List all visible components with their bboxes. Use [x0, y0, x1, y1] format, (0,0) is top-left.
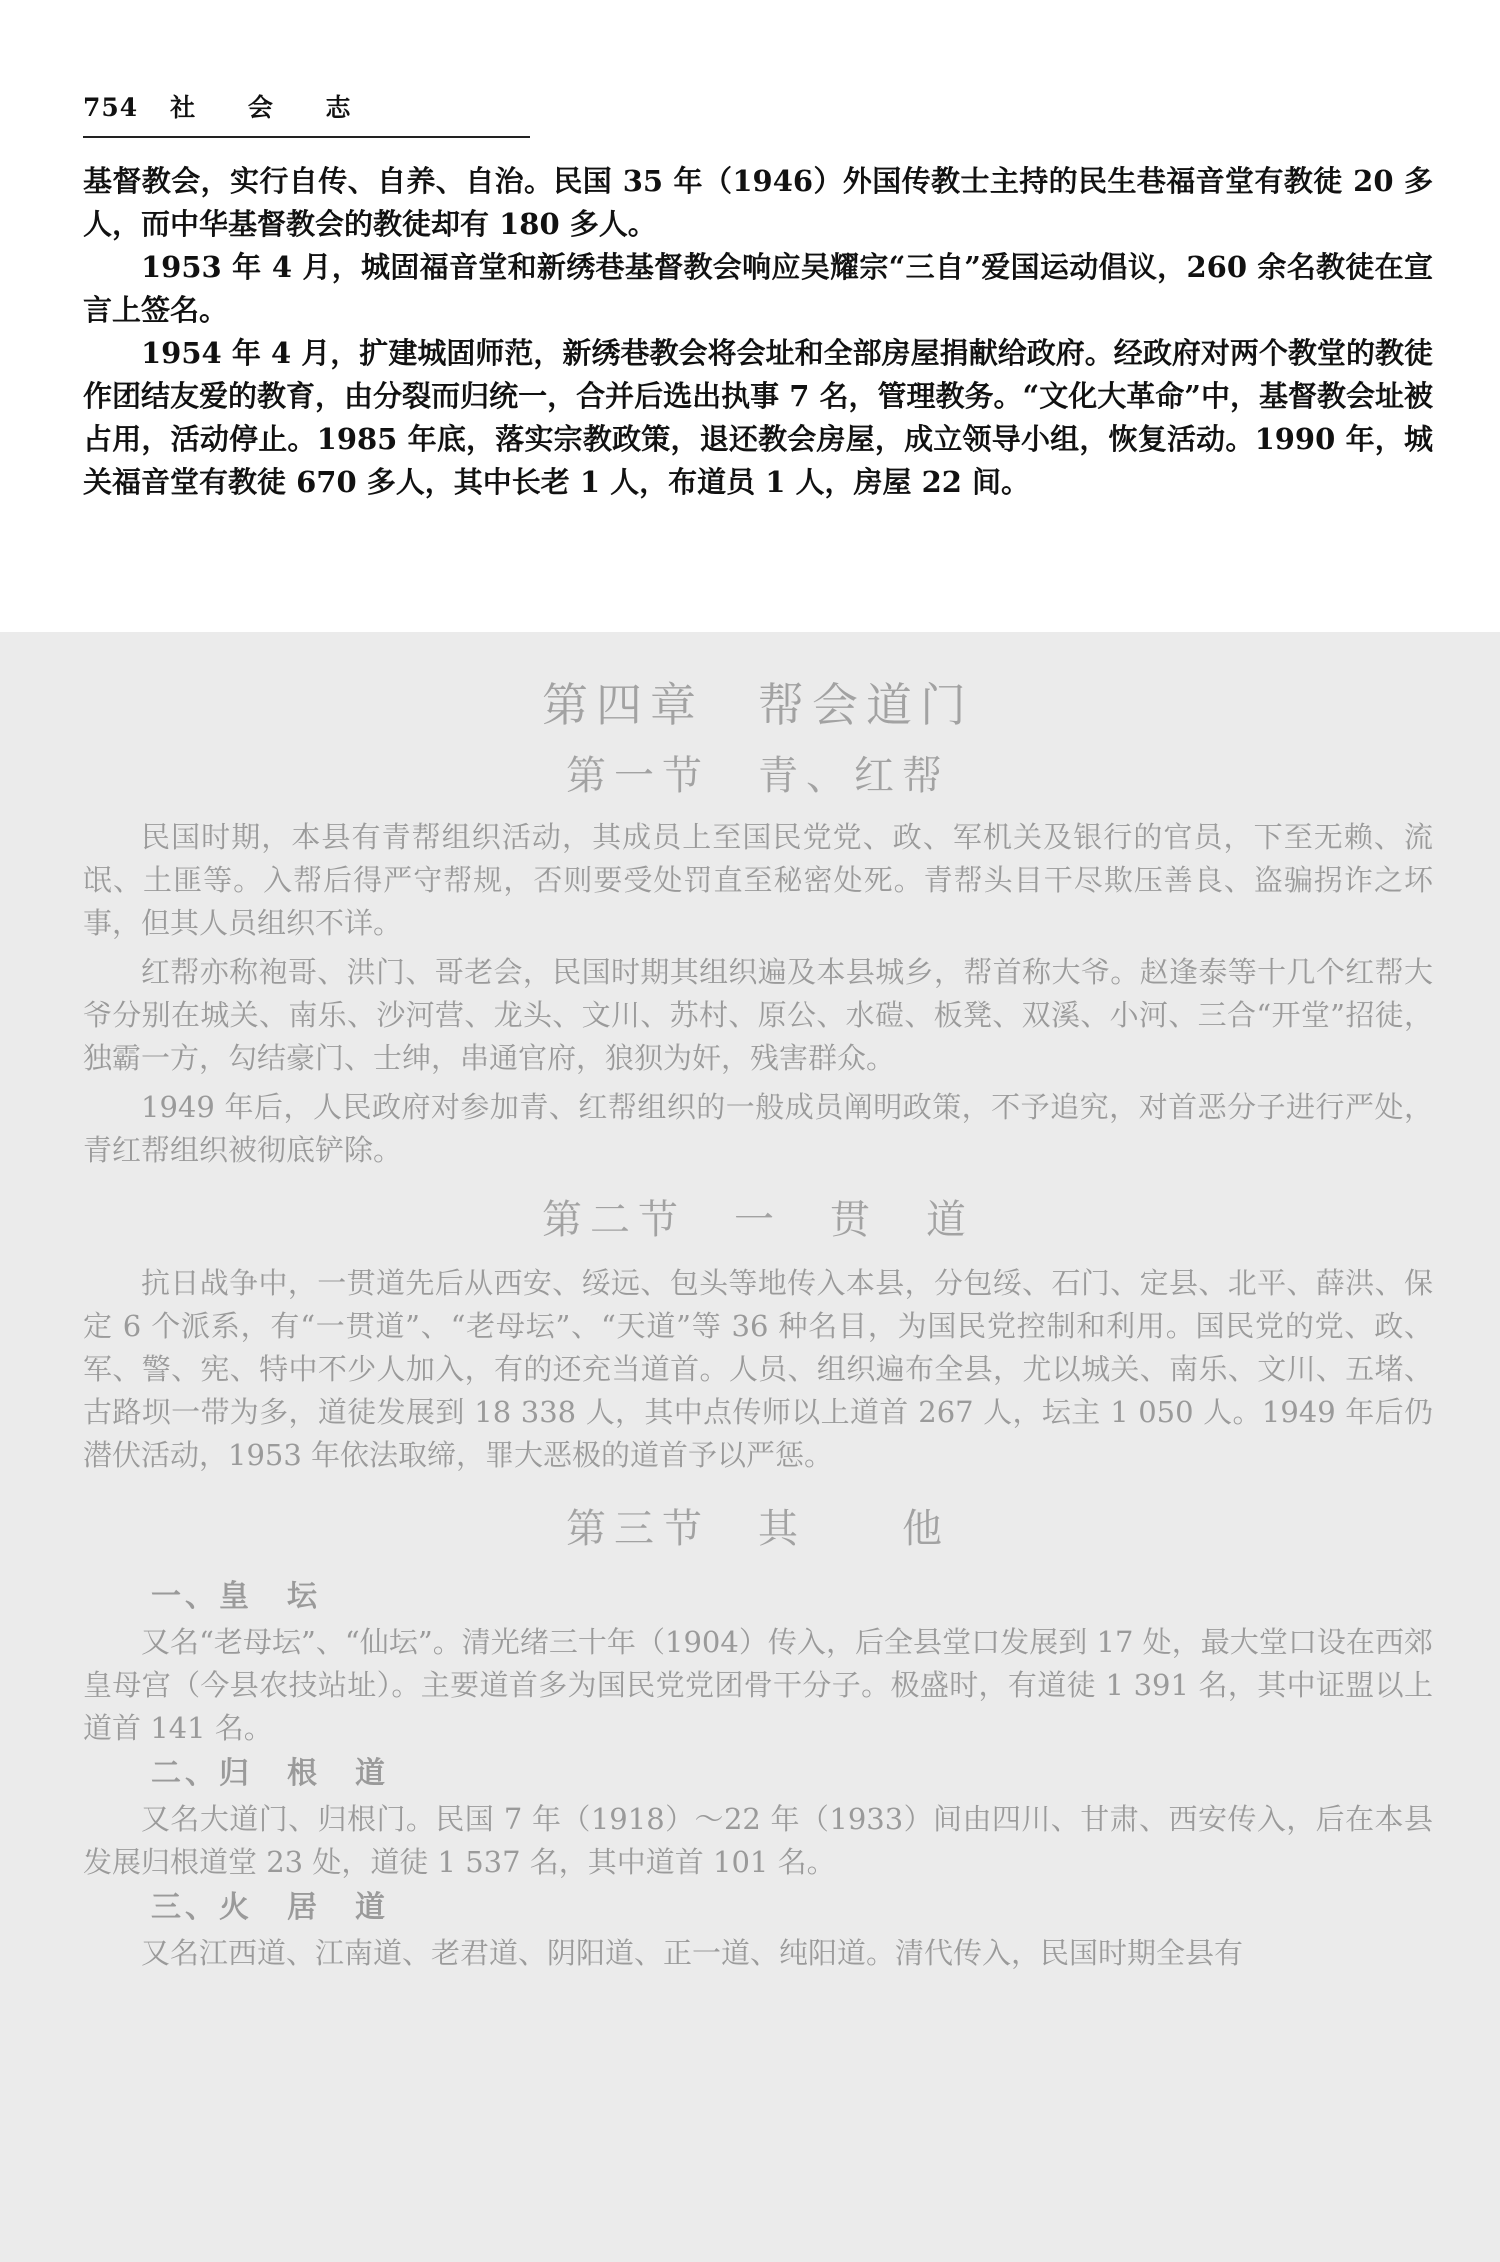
chapter-title: 第四章 帮会道门 [542, 678, 974, 732]
header-divider [83, 136, 530, 138]
section-title: 第二节 一 贯 道 [542, 1197, 974, 1243]
paragraph: 1953 年 4 月，城固福音堂和新绣巷基督教会响应吴耀宗“三自”爱国运动倡议，260 余名教徒在宣言上签名。 [83, 250, 1433, 327]
paragraph: 红帮亦称袍哥、洪门、哥老会，民国时期其组织遍及本县城乡，帮首称大爷。赵逢泰等十几个红帮大爷分别在城关、南乐、沙河营、龙头、文川、苏村、原公、水磑、板凳、双溪、小河、三合“开堂”招徒，独霸一方，勾结豪门、士绅，串通官府，狼狈为奸，残害群众。 [83, 955, 1433, 1075]
paragraph: 又名大道门、归根门。民国 7 年（1918）～22 年（1933）间由四川、甘肃、西安传入，后在本县发展归根道堂 23 处，道徒 1 537 名，其中道首 101 名。 [83, 1802, 1433, 1879]
section-body [83, 1262, 1433, 1477]
paragraph: 民国时期，本县有青帮组织活动，其成员上至国民党党、政、军机关及银行的官员，下至无赖、流氓、土匪等。入帮后得严守帮规，否则要受处罚直至秘密处死。青帮头目干尽欺压善良、盗骗拐诈之坏事，但其人员组织不详。 [83, 820, 1433, 940]
chapter-content [83, 632, 1433, 1975]
section-title: 第一节 青、红帮 [566, 753, 950, 799]
paragraph: 又名江西道、江南道、老君道、阴阳道、正一道、纯阳道。清代传入，民国时期全县有 [141, 1936, 1244, 1970]
section-body [83, 1573, 1433, 1975]
page-number: 754 [83, 93, 139, 122]
book-title: 社 会 志 [170, 93, 373, 122]
top-text-block [83, 160, 1433, 504]
subsection-title: 二、归 根 道 [151, 1756, 389, 1791]
faded-text-region [0, 632, 1500, 2262]
paragraph: 基督教会，实行自传、自养、自治。民国 35 年（1946）外国传教士主持的民生巷福音堂有教徒 20 多人，而中华基督教会的教徒却有 180 多人。 [83, 164, 1433, 241]
subsection-title: 三、火 居 道 [151, 1890, 389, 1925]
paragraph: 又名“老母坛”、“仙坛”。清光绪三十年（1904）传入，后全县堂口发展到 17 处，最大堂口设在西郊皇母宫（今县农技站址）。主要道首多为国民党党团骨干分子。极盛时，有道徒 1 391 名，其中证盟以上道首 141 名。 [83, 1625, 1433, 1745]
section-title: 第三节 其 他 [566, 1506, 950, 1552]
subsection-title: 一、皇 坛 [151, 1579, 321, 1614]
section-body [83, 816, 1433, 1172]
paragraph: 1949 年后，人民政府对参加青、红帮组织的一般成员阐明政策，不予追究，对首恶分子进行严处，青红帮组织被彻底铲除。 [83, 1090, 1433, 1167]
paragraph: 抗日战争中，一贯道先后从西安、绥远、包头等地传入本县，分包绥、石门、定县、北平、薛洪、保定 6 个派系，有“一贯道”、“老母坛”、“天道”等 36 种名目，为国民党控制和利用。国民党的党、政、军、警、宪、特中不少人加入，有的还充当道首。人员、组织遍布全县，尤以城关、南乐、文川、五堵、古路坝一带为多，道徒发展到 18 338 人，其中点传师以上道首 267 人，坛主 1 050 人。1949 年后仍潜伏活动，1953 年依法取缔，罪大恶极的道首予以严惩。 [83, 1266, 1433, 1472]
running-header [83, 88, 373, 124]
paragraph: 1954 年 4 月，扩建城固师范，新绣巷教会将会址和全部房屋捐献给政府。经政府对两个教堂的教徒作团结友爱的教育，由分裂而归统一，合并后选出执事 7 名，管理教务。“文化大革命”中，基督教会址被占用，活动停止。1985 年底，落实宗教政策，退还教会房屋，成立领导小组，恢复活动。1990 年，城关福音堂有教徒 670 多人，其中长老 1 人，布道员 1 人，房屋 22 间。 [83, 336, 1433, 499]
